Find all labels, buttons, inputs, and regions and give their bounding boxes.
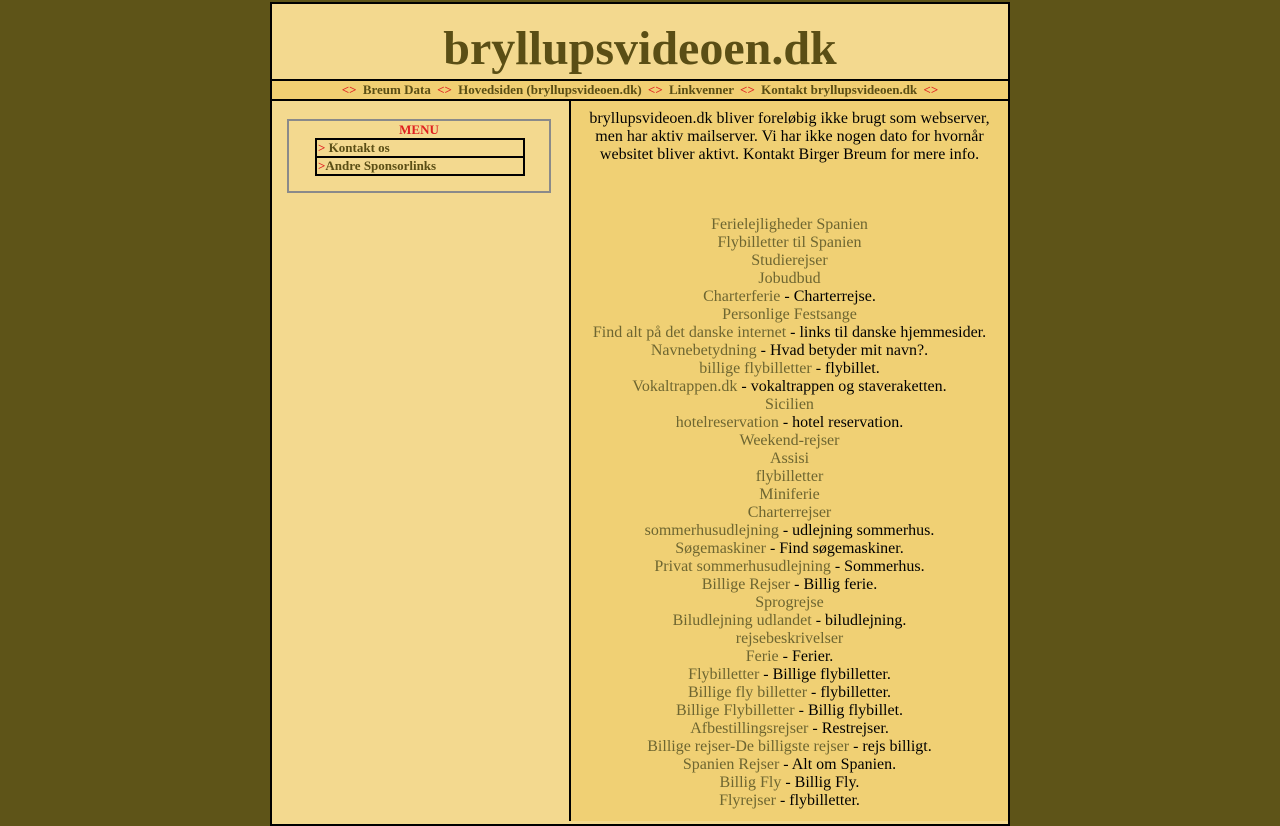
menu-item-label: Kontakt os — [325, 140, 390, 155]
sponsor-link[interactable]: Navnebetydning — [650, 342, 757, 359]
link-row — [571, 306, 1008, 324]
link-row — [571, 594, 1008, 612]
sponsor-link[interactable]: Privat sommerhusudlejning — [654, 558, 831, 575]
link-description: - Billige flybilletter. — [759, 666, 891, 683]
link-description: - Billig Fly. — [781, 774, 860, 791]
link-row — [571, 414, 1008, 432]
main-content — [571, 101, 1008, 821]
link-row — [571, 360, 1008, 378]
link-row — [571, 432, 1008, 450]
sponsor-link[interactable]: Vokaltrappen.dk — [632, 378, 738, 395]
sponsor-link[interactable]: Ferielejligheder Spanien — [711, 216, 868, 233]
link-row — [571, 702, 1008, 720]
link-row — [571, 666, 1008, 684]
link-row — [571, 504, 1008, 522]
menu-box — [287, 119, 551, 193]
link-row — [571, 756, 1008, 774]
link-description: - rejs billigt. — [849, 738, 932, 755]
sponsor-link[interactable]: Billig Fly — [719, 774, 782, 791]
sponsor-link[interactable]: Personlige Festsange — [722, 306, 857, 323]
link-row — [571, 378, 1008, 396]
sponsor-link[interactable]: Billige Flybilletter — [675, 702, 795, 719]
nav-separator: <> — [923, 82, 939, 97]
menu-title: MENU — [399, 122, 439, 137]
arrow-icon: > — [318, 158, 326, 173]
sponsor-link[interactable]: Afbestillingsrejser — [690, 720, 809, 737]
sponsor-link[interactable]: Find alt på det danske internet — [592, 324, 787, 341]
link-description: - udlejning sommerhus. — [778, 522, 935, 539]
link-description: - Ferier. — [778, 648, 834, 665]
link-row — [571, 324, 1008, 342]
sponsor-link[interactable]: Ferie — [745, 648, 779, 665]
sponsor-link[interactable]: Assisi — [769, 450, 810, 467]
link-row — [571, 450, 1008, 468]
link-description: - biludlejning. — [811, 612, 907, 629]
site-title: bryllupsvideoen.dk — [443, 22, 837, 75]
sponsor-link[interactable]: Miniferie — [759, 486, 820, 503]
menu-item-kontakt-os[interactable] — [315, 138, 525, 158]
link-description: - Restrejser. — [808, 720, 889, 737]
sponsor-link[interactable]: Biludlejning udlandet — [672, 612, 812, 629]
link-row — [571, 576, 1008, 594]
link-row — [571, 720, 1008, 738]
menu-item-andre-sponsorlinks[interactable] — [315, 158, 525, 176]
link-row — [571, 738, 1008, 756]
link-row — [571, 540, 1008, 558]
menu-list — [315, 138, 525, 176]
link-row — [571, 288, 1008, 306]
arrow-icon: > — [318, 140, 326, 155]
link-description: - flybilletter. — [807, 684, 892, 701]
link-row — [571, 270, 1008, 288]
sponsor-link[interactable]: Jobudbud — [758, 270, 821, 287]
link-description: - Hvad betyder mit navn?. — [756, 342, 929, 359]
link-description: - Billig ferie. — [790, 576, 878, 593]
sponsor-link[interactable]: Billige rejser-De billigste rejser — [647, 738, 850, 755]
sponsor-link-list — [571, 216, 1008, 810]
link-row — [571, 468, 1008, 486]
nav-link-hovedsiden[interactable]: Hovedsiden (bryllupsvideoen.dk) — [458, 82, 642, 97]
sponsor-link[interactable]: flybilletter — [755, 468, 824, 485]
page-frame — [270, 2, 1010, 826]
link-description: - Sommerhus. — [830, 558, 925, 575]
sponsor-link[interactable]: Flybilletter — [688, 666, 760, 683]
intro-text: bryllupsvideoen.dk bliver foreløbig ikke brugt som webserver, men har aktiv mailserver. Vi har ikke nogen dato for hvornår websitet bliver aktivt. Kontakt Birger Breum for mere info. — [589, 110, 990, 163]
sponsor-link[interactable]: Sprogrejse — [755, 594, 824, 611]
nav-separator: <> — [740, 82, 755, 97]
link-row — [571, 558, 1008, 576]
sponsor-link[interactable]: Flyrejser — [719, 792, 776, 809]
sponsor-link[interactable]: Flybilletter til Spanien — [717, 234, 862, 251]
sponsor-link[interactable]: Charterferie — [703, 288, 781, 305]
nav-separator: <> — [647, 82, 663, 97]
sponsor-link[interactable]: Billige Rejser — [701, 576, 791, 593]
nav-link-kontakt[interactable]: Kontakt bryllupsvideoen.dk — [761, 82, 918, 97]
link-row — [571, 252, 1008, 270]
link-description: - Charterrejse. — [780, 288, 876, 305]
sponsor-link[interactable]: Weekend-rejser — [739, 432, 840, 449]
link-row — [571, 774, 1008, 792]
sponsor-link[interactable]: Charterrejser — [747, 504, 832, 521]
left-sidebar — [272, 101, 571, 821]
sponsor-link[interactable]: hotelreservation — [675, 414, 779, 431]
nav-separator: <> — [341, 82, 357, 97]
top-nav — [272, 81, 1008, 101]
sponsor-link[interactable]: sommerhusudlejning — [644, 522, 779, 539]
link-row — [571, 216, 1008, 234]
nav-separator: <> — [437, 82, 452, 97]
sponsor-link[interactable]: Søgemaskiner — [675, 540, 766, 557]
link-row — [571, 630, 1008, 648]
link-row — [571, 342, 1008, 360]
content-row — [272, 101, 1008, 821]
site-header — [272, 4, 1008, 81]
sponsor-link[interactable]: Sicilien — [765, 396, 814, 413]
link-row — [571, 612, 1008, 630]
sponsor-link[interactable]: Spanien Rejser — [682, 756, 780, 773]
link-row — [571, 522, 1008, 540]
link-description: - flybillet. — [811, 360, 880, 377]
link-row — [571, 486, 1008, 504]
link-row — [571, 792, 1008, 810]
link-description: - links til danske hjemmesider. — [786, 324, 987, 341]
nav-link-linkvenner[interactable]: Linkvenner — [669, 82, 734, 97]
sponsor-link[interactable]: Studierejser — [751, 252, 828, 269]
sponsor-link[interactable]: billige flybilletter — [699, 360, 812, 377]
link-description: - vokaltrappen og staveraketten. — [737, 378, 947, 395]
menu-item-label: Andre Sponsorlinks — [325, 158, 437, 173]
link-description: - hotel reservation. — [778, 414, 904, 431]
link-description: - Alt om Spanien. — [779, 756, 897, 773]
link-row — [571, 684, 1008, 702]
link-row — [571, 396, 1008, 414]
sponsor-link[interactable]: Billige fly billetter — [687, 684, 808, 701]
link-description: - Find søgemaskiner. — [765, 540, 904, 557]
link-description: - Billig flybillet. — [794, 702, 904, 719]
sponsor-link[interactable]: rejsebeskrivelser — [735, 630, 844, 647]
link-row — [571, 234, 1008, 252]
nav-link-breum-data[interactable]: Breum Data — [362, 82, 431, 97]
link-row — [571, 648, 1008, 666]
link-description: - flybilletter. — [775, 792, 860, 809]
